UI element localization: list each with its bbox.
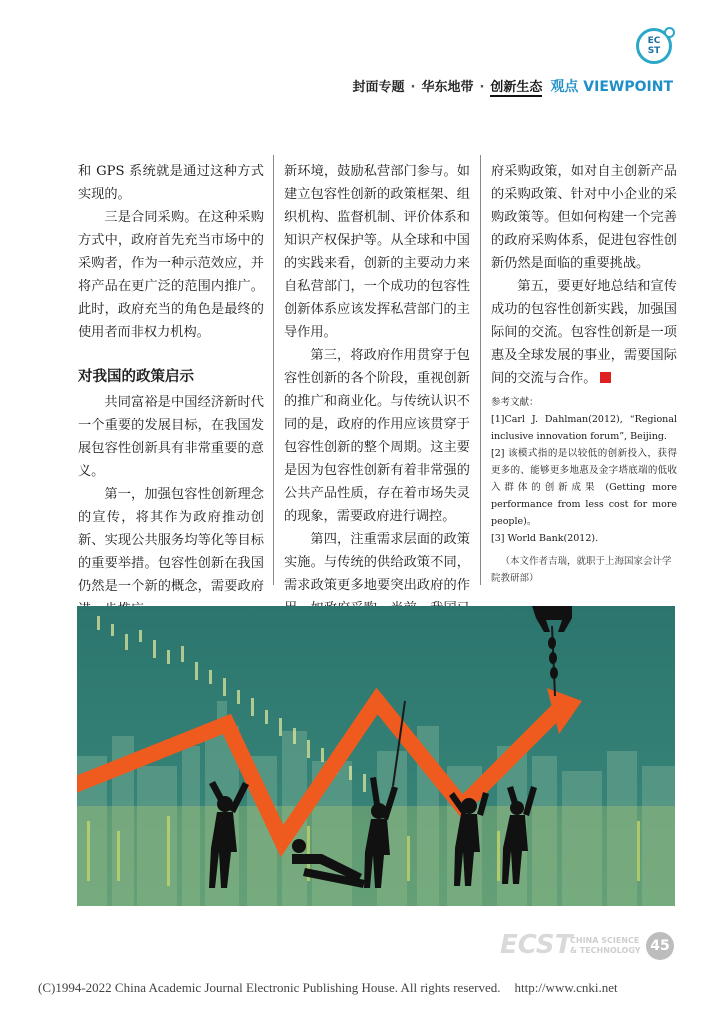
section-header — [330, 76, 673, 96]
author-note: （本文作者吉瑞，就职于上海国家会计学院教研部） — [491, 556, 672, 584]
cnki-link[interactable]: http://www.cnki.net — [514, 980, 618, 995]
paragraph: 第三，将政府作用贯穿于包容性创新的各个阶段，重视创新的推广和商业化。与传统认识不同的是，政府的作用应该贯穿于包容性创新的整个周期。这主要是因为包容性创新有着非常强的公共产品性质，存在着市场失灵的现象，需要政府进行调控。 — [284, 348, 470, 524]
footer-brand: ECST — [500, 930, 573, 960]
column-3 — [491, 160, 677, 547]
header-item-cover: 封面专题 — [352, 80, 405, 95]
footer-subtitle — [570, 936, 641, 956]
paragraph: 三是合同采购。在这种采购方式中，政府首先充当市场中的采购者，作为一种示范效应，并将产品在更广泛的范围内推广。此时，政府充当的角色是最终的使用者而非权力机构。 — [78, 210, 264, 340]
copyright-line — [38, 980, 618, 996]
header-sep: · — [479, 80, 485, 95]
paragraph-final — [491, 275, 677, 390]
header-viewpoint: 观点 VIEWPOINT — [550, 79, 673, 95]
section-heading: 对我国的政策启示 — [78, 369, 194, 385]
paragraph: 共同富裕是中国经济新时代一个重要的发展目标，在我国发展包容性创新具有非常重要的意义。 — [78, 395, 264, 479]
header-item-east: 华东地带 — [421, 80, 474, 95]
end-mark-icon — [600, 372, 611, 383]
footer-sub-line: CHINA SCIENCE — [570, 936, 640, 945]
paragraph: 新环境，鼓励私营部门参与。如建立包容性创新的政策框架、组织机构、监督机制、评价体系和知识产权保护等。从全球和中国的实践来看，创新的主要动力来自私营部门，一个成功的包容性创新体系应该发挥私营部门的主导作用。 — [284, 164, 470, 340]
references-title: 参考文献： — [491, 397, 539, 408]
illustration-image — [77, 606, 675, 906]
footer-sub-line: & TECHNOLOGY — [570, 946, 641, 955]
reference-item: [3] World Bank(2012). — [491, 533, 599, 544]
reference-item: [2] 该模式指的是以较低的创新投入，获得更多的、能够更多地惠及金字塔底端的低收入群体的创新成果 (Getting more performance from less cost for more people)。 — [491, 448, 677, 527]
paragraph-text: 第五，要更好地总结和宣传成功的包容性创新实践，加强国际间的交流。包容性创新是一项惠及全球发展的事业，需要国际间的交流与合作。 — [491, 279, 677, 386]
header-sep: · — [410, 80, 416, 95]
copyright-text: (C)1994-2022 China Academic Journal Electronic Publishing House. All rights reserved. — [38, 980, 501, 995]
ecst-logo — [636, 28, 672, 64]
page-number: 45 — [646, 932, 674, 960]
paragraph: 和 GPS 系统就是通过这种方式实现的。 — [78, 164, 264, 202]
reference-item: [1]Carl J. Dahlman(2012), “Regional inclusive innovation forum”, Beijing. — [491, 414, 677, 442]
column-divider — [273, 155, 274, 585]
paragraph: 第四，注重需求层面的政策实施。与传统的供给政策不同，需求政策更多地要突出政府的作 — [284, 532, 470, 593]
logo-line-2: ST — [647, 46, 661, 56]
references — [491, 394, 677, 547]
logo-line-1: EC — [647, 36, 661, 46]
paragraph: 府采购政策，如对自主创新产品的采购政策、针对中小企业的采购政策等。但如何构建一个完善的政府采购体系，促进包容性创新仍然是面临的重要挑战。 — [491, 164, 677, 271]
column-divider — [480, 155, 481, 585]
header-item-ecology: 创新生态 — [490, 80, 543, 95]
illustration-growth-arrow — [77, 606, 675, 906]
logo-dot-icon — [664, 27, 675, 38]
column-2 — [284, 160, 470, 643]
paragraph: 第一，加强包容性创新理念的宣传，将其作为政府推动创新、实现公共服务均等化等目标的重要举措。包容性创新在我国仍然是一个新的概念，需要政府 — [78, 487, 264, 594]
column-1 — [78, 160, 264, 644]
